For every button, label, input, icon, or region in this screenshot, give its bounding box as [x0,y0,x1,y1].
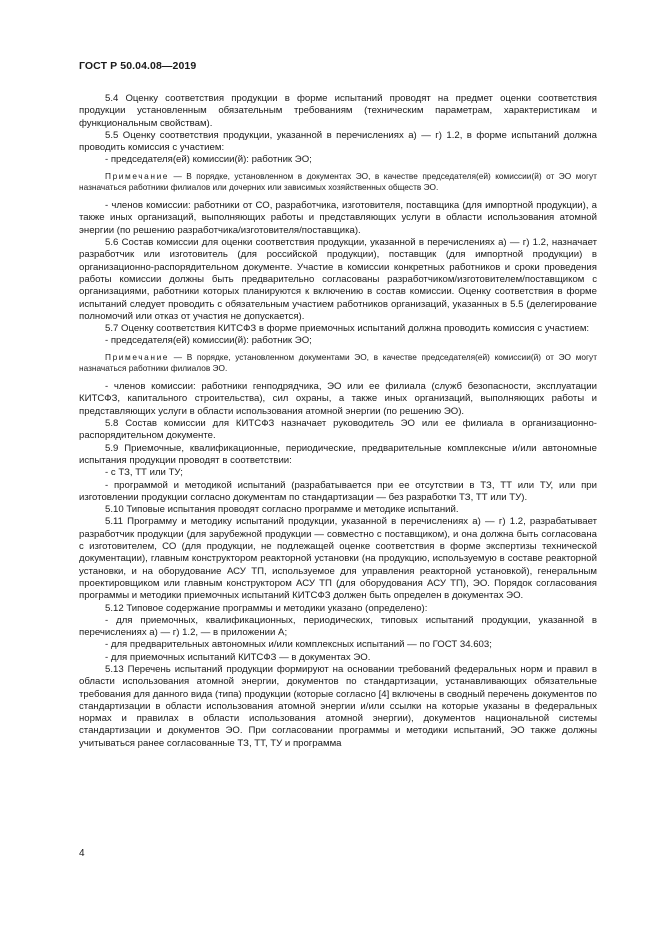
note-2 [79,352,597,374]
note-2-text: — В порядке, установленном документами ЭО, в качестве председателя(ей) комиссии(й) от ЭО могут назначаться работники филиалов ЭО. [79,351,597,373]
page-number: 4 [79,848,85,859]
clause-5-11: 5.11 Программу и методику испытаний продукции, указанной в перечислениях а) — г) 1.2, разрабатывает разработчик продукции (для зарубежной продукции — совместно с поставщиком), и она должна быть согласована с изготовителем, СО (для продукции, не подлежащей оценке соответствия в форме экспертизы технической документации), главным конструктором реакторной установки (на продукцию, используемую в составе реакторной установки, и на оборудование АСУ ТП, используемое для управления реакторной установкой), генеральным проектировщиком или главным конструктором АСУ ТП (для оборудования АСУ ТП), ЭО. Порядок согласования программы и методики приемочных испытаний КИТСФЗ должен быть определен в документах ЭО. [79,516,597,602]
list-item-program: - программой и методикой испытаний (разрабатывается при ее отсутствии в ТЗ, ТТ или ТУ, или при изготовлении продукции согласно документам по стандартизации — без разработки ТЗ, ТТ или ТУ). [79,479,597,503]
note-1 [79,171,597,193]
note-2-lead: Примечание [105,351,170,362]
clause-5-7: 5.7 Оценку соответствия КИТСФЗ в форме приемочных испытаний должна проводить комиссия с участием: [105,323,590,335]
clause-5-4: 5.4 Оценку соответствия продукции в форме испытаний проводят на предмет оценки соответствия продукции установленным обязательным требованиям (техническим параметрам, характеристикам и функциональным свойствам). [79,93,597,129]
list-item-gost: - для предварительных автономных и/или комплексных испытаний — по ГОСТ 34.603; [105,639,492,651]
note-1-lead: Примечание [105,170,170,181]
clause-5-9: 5.9 Приемочные, квалификационные, периодические, предварительные комплексные и/или автономные испытания продукции проводят в соответствии: [79,442,597,466]
clause-5-5: 5.5 Оценку соответствия продукции, указанной в перечислениях а) — г) 1.2, в форме испытаний должна проводить комиссия с участием: [79,129,597,154]
clause-5-8: 5.8 Состав комиссии для КИТСФЗ назначает руководитель ЭО или ее филиала в организационно-распорядительном документе. [79,418,597,442]
list-item-eo-docs: - для приемочных испытаний КИТСФЗ — в документах ЭО. [105,651,371,663]
clause-5-10: 5.10 Типовые испытания проводят согласно программе и методике испытаний. [105,504,459,516]
document-body [79,93,597,750]
clause-5-13: 5.13 Перечень испытаний продукции формируют на основании требований федеральных норм и правил в области использования атомной энергии, документов по стандартизации, устанавливающих обязательные требования для данного вида (типа) продукции (которые согласно [4] включены в сводный перечень документов по стандартизации в области использования атомной энергии и/или ссылки на которые указаны в федеральных нормах и правилах в области использования атомной энергии), документов национальной системы стандартизации и документов ЭО. При согласовании программы и методики испытаний, ЭО также должны учитываться ранее согласованные ТЗ, ТТ, ТУ и программа [79,663,597,749]
list-item-appendix-a: - для приемочных, квалификационных, периодических, типовых испытаний продукции, указанной в перечислениях а) — г) 1.2, — в приложении А; [79,614,597,639]
document-standard-code: ГОСТ Р 50.04.08—2019 [79,60,197,72]
clause-5-6: 5.6 Состав комиссии для оценки соответствия продукции, указанной в перечислениях а) — г) 1.2, назначает разработчик или изготовитель (для российской продукции), поставщик (для импортной продукции) в организационно-распорядительном документе. Участие в комиссии конкретных работников и сроки проведения работы комиссии должны быть предварительно согласованы разработчиком/изготовителем/поставщиком с организациями, работники которых планируются к включению в состав комиссии. Оценку соответствия в форме испытаний следует проводить с обязательным участием работников организаций, указанных в 5.5 (делегирование полномочий или отказ от участия не допускается). [79,237,597,322]
list-item-chair-2: - председателя(ей) комиссии(й): работник ЭО; [105,335,312,347]
list-item-chair: - председателя(ей) комиссии(й): работник ЭО; [105,154,312,166]
list-item-tz: - с ТЗ, ТТ или ТУ; [105,467,183,479]
list-item-members: - членов комиссии: работники от СО, разработчика, изготовителя, поставщика (для импортной продукции), а также иных организаций, выполняющих работы и представляющих услуги в области использования атомной энергии (по решению разработчика/изготовителя/поставщика). [79,200,597,236]
clause-5-12: 5.12 Типовое содержание программы и методики указано (определено): [105,602,428,614]
list-item-members-2: - членов комиссии: работники генподрядчика, ЭО или ее филиала (служб безопасности, эксплуатации КИТСФЗ, капитального строительства), сил охраны, а также иных организаций, выполняющих работы и представляющих услуги в области использования атомной энергии (по решению ЭО). [79,381,597,417]
note-1-text: — В порядке, установленном в документах ЭО, в качестве председателя(ей) комиссии(й) от ЭО могут назначаться работники филиалов или дочерних или зависимых хозяйственных обществ ЭО. [79,170,597,192]
